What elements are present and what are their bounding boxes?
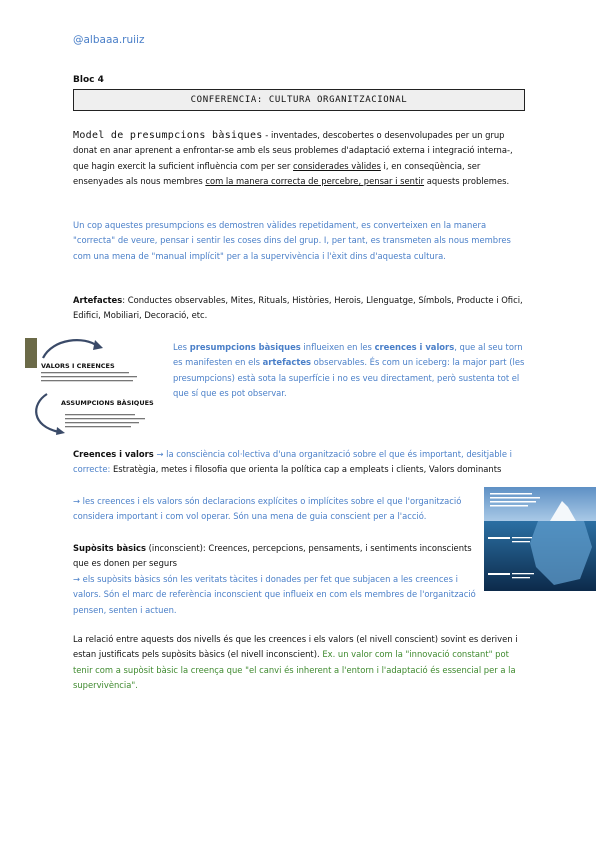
side-seg3: , que al seu torn es manifesten en els	[173, 342, 523, 368]
diagram-arrowhead-top	[93, 340, 103, 350]
side-term2: creences i valors	[374, 342, 455, 352]
intro-underline-2: com la manera correcta de percebre, pensar i sentir	[205, 176, 425, 187]
creences-arrow-text: → la consciència col·lectiva d'una organització sobre el que és important, desitjable i correcte:	[73, 449, 513, 475]
diagram-small-lines-2	[65, 414, 145, 427]
side-term1: presumpcions bàsiques	[189, 342, 301, 352]
creences-explain: → les creences i els valors són declaracions explícites o implícites sobre el que l'organització considera important i com vol operar. Són una mena de guia conscient per a l'acció.	[73, 496, 462, 522]
side-seg1: Les	[173, 342, 190, 352]
diagram-photo	[25, 338, 37, 368]
intro-seg1: - inventades, descobertes o desenvolupades per un grup donat en anar aprenent a enfrontar-se amb els seus problemes d'adaptació externa i integració interna-, que hagin exercit la suficient influència com per ser	[73, 130, 513, 171]
intro-seg3: aquests problemes.	[424, 176, 510, 187]
intro-underline-1: considerades vàlides	[293, 160, 381, 171]
iceberg-image	[484, 487, 596, 591]
diagram-small-lines-1	[41, 372, 137, 381]
conclusion-text: La relació entre aquests dos nivells és que les creences i els valors (el nivell conscient) sovint es deriven i estan justificats pels supòsits bàsics (el nivell inconscient).	[73, 634, 518, 660]
diagram-arrowhead-bottom	[56, 427, 65, 435]
diagram-title-assumptions: ASSUMPCIONS BÀSIQUES	[61, 399, 154, 407]
side-seg4: observables. És com un iceberg: la major part (les presumpcions) està sota la superfície i no es veu directament, però sustenta tot el que sí que es pot observar.	[173, 357, 525, 399]
artefactes-paragraph	[73, 293, 528, 324]
conclusion-example: Ex. un valor com la "innovació constant" pot tenir com a supòsit bàsic la creença que "el canvi és inherent a l'entorn i l'adaptació és essencial per a la supervivència".	[73, 649, 516, 691]
intro-seg2: i, en conseqüència, ser ensenyades als nous membres	[73, 160, 481, 187]
creences-label: Creences i valors	[73, 449, 154, 459]
intro-paragraph	[73, 128, 528, 190]
blue-paragraph: Un cop aquestes presumpcions es demostren vàlides repetidament, es converteixen en la manera "correcta" de veure, pensar i sentir les coses dins del grup. I, per tant, es transmeten als nous membres com una mena de "manual implícit" per a la supervivència i l'èxit dins d'aquesta cultura.	[73, 220, 511, 261]
iceberg-sky	[484, 487, 596, 521]
author-handle: @albaaa.ruiiz	[73, 34, 145, 46]
diagram-arrow-bottom	[36, 394, 59, 432]
levels-diagram-graphic	[25, 336, 165, 436]
creences-paragraph	[73, 447, 528, 478]
levels-diagram	[25, 336, 165, 436]
artefactes-text: : Conductes observables, Mites, Rituals, Històries, Herois, Llenguatge, Símbols, Producte i Ofici, Edifici, Mobiliari, Decoració, etc.	[73, 295, 523, 321]
bloc-label: Bloc 4	[73, 75, 104, 85]
section-title: CONFERENCIA: CULTURA ORGANITZACIONAL	[73, 89, 525, 111]
artefactes-label: Artefactes	[73, 295, 123, 305]
suposits-text: (inconscient): Creences, percepcions, pensaments, i sentiments inconscients que es donen per segurs	[73, 543, 472, 569]
suposits-explain: → els supòsits bàsics són les veritats tàcites i donades per fet que subjacen a les creences i valors. Són el marc de referència inconscient que influeix en com els membres de l'organització pensen, senten i actuen.	[73, 574, 476, 615]
diagram-title-values: VALORS I CREENCES	[41, 362, 115, 370]
iceberg-graphic	[484, 487, 596, 591]
side-seg2: influeixen en les	[300, 342, 375, 352]
conclusion-paragraph	[73, 632, 528, 694]
suposits-label: Supòsits bàsics	[73, 543, 146, 553]
diagram-arrow-top	[43, 340, 97, 358]
suposits-paragraph	[73, 541, 478, 572]
side-term3: artefactes	[262, 357, 312, 368]
intro-term: Model de presumpcions bàsiques	[73, 130, 263, 141]
iceberg-paragraph	[173, 340, 525, 402]
creences-examples: Estratègia, metes i filosofia que orienta la política cap a empleats i clients, Valors dominants	[110, 464, 502, 475]
